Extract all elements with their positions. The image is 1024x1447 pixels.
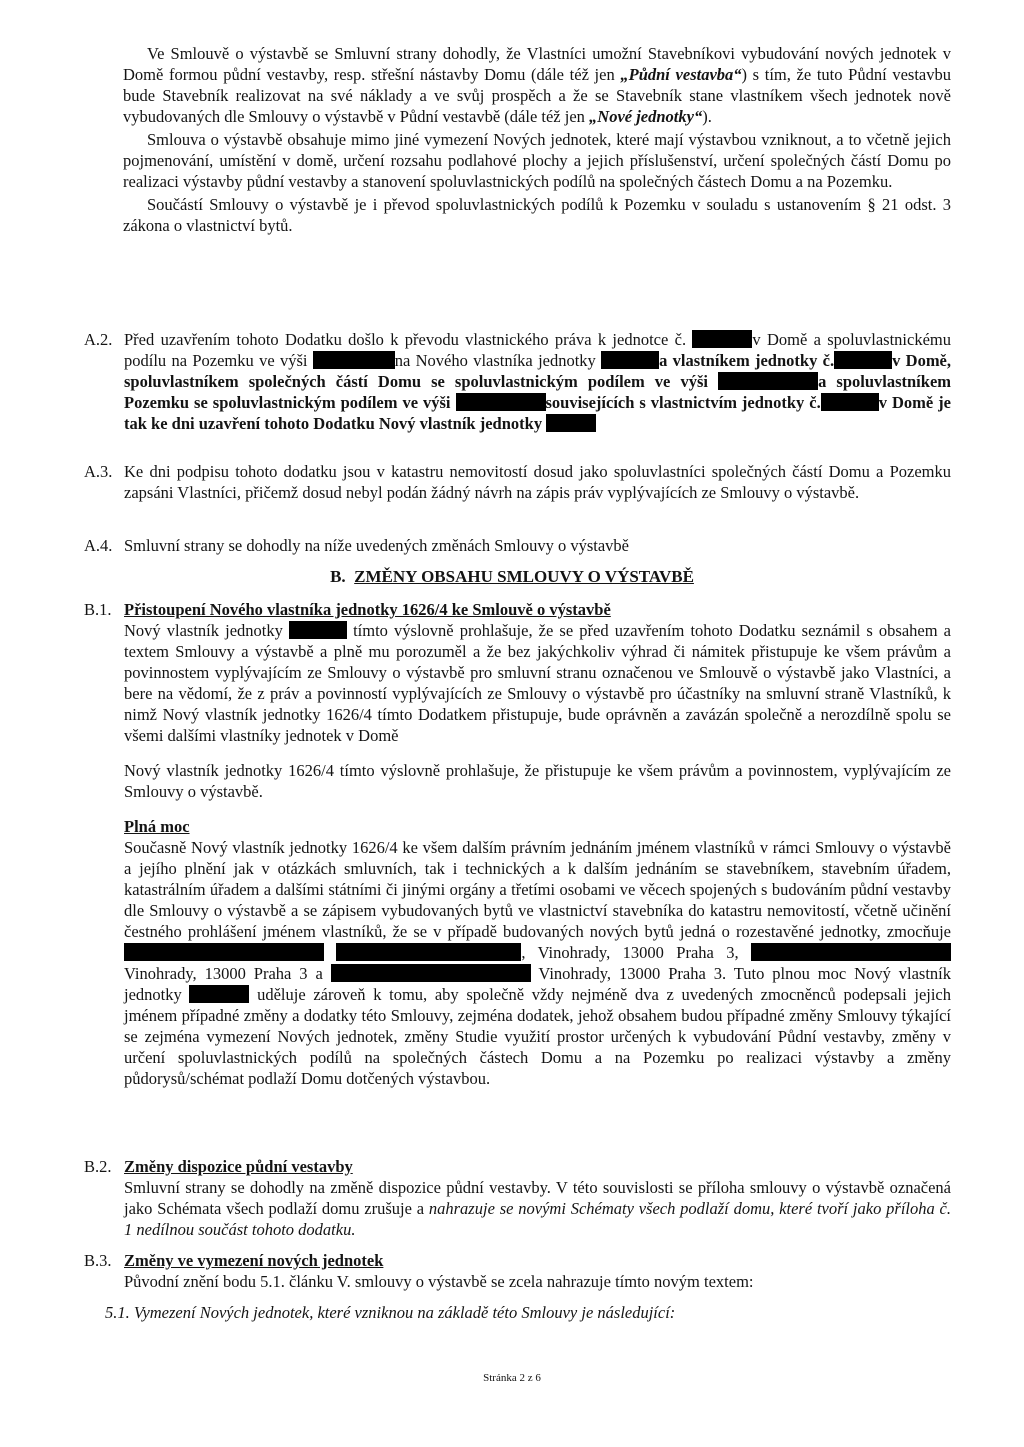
clause-b1-heading: Přistoupení Nového vlastníka jednotky 1626/4 ke Smlouvě o výstavbě	[124, 600, 611, 619]
clause-b1	[84, 599, 951, 1089]
clause-number: B.2.	[84, 1157, 112, 1176]
clause-number: B.3.	[84, 1251, 112, 1270]
page-footer: Stránka 2 z 6	[483, 1372, 541, 1384]
intro-paragraph-2: Smlouva o výstavbě obsahuje mimo jiné vymezení Nových jednotek, které mají výstavbou vzniknout, a to včetně jejich pojmenování, umístění v domě, určení rozsahu podlahové plochy a jejich příslušenství, určení společných částí Domu po realizaci výstavby půdní vestavby a stanovení spoluvlastnických podílů na společných částech Domu a na Pozemku.	[123, 130, 951, 191]
clause-a3-text: Ke dni podpisu tohoto dodatku jsou v katastru nemovitostí dosud jako spoluvlastníci společných částí Domu a Pozemku zapsáni Vlastníci, přičemž dosud nebyl podán žádný návrh na zápis práv vyplývajících ze Smlouvy o výstavbě.	[124, 462, 951, 502]
clause-b2	[84, 1156, 951, 1240]
redaction-block	[336, 943, 521, 961]
power-of-attorney-heading: Plná moc	[124, 817, 190, 836]
clause-b2-heading: Změny dispozice půdní vestavby	[124, 1157, 353, 1176]
clause-b1-paragraph-1: Nový vlastník jednotky tímto výslovně prohlašuje, že se před uzavřením tohoto Dodatku seznámil s obsahem a textem Smlouvy a výstavbě a plně mu porozuměl a že bez jakýchkoliv výhrad či námitek přistupuje ke všem právům a povinnostem vyplývajícím ze Smlouvy o výstavbě pro smluvní stranu označenou ve Smlouvě o výstavbě jako Vlastníci, a bere na vědomí, že z práv a povinností vyplývajících ze Smlouvy o výstavbě pro účastníky na smluvní straně Vlastníků, k nimž Nový vlastník jednotky 1626/4 tímto Dodatkem přistupuje, bude oprávněn a zavázán společně a nerozdílně spolu se všemi dalšími vlastníky jednotek v Domě	[124, 621, 952, 745]
intro-paragraph-3: Součástí Smlouvy o výstavbě je i převod spoluvlastnických podílů k Pozemku v souladu s ustanovením § 21 odst. 3 zákona o vlastnictví bytů.	[123, 195, 951, 235]
clause-a2-text: Před uzavřením tohoto Dodatku došlo k převodu vlastnického práva k jednotce č. v Domě a spoluvlastnickému podílu na Pozemku ve výši na Nového vlastníka jednotky a vlastníkem jednotky č. v Domě, spoluvlastníkem společných částí Domu se spoluvlastnickým podílem ve výši a spoluvlastníkem Pozemku se spoluvlastnickým podílem ve výši souvisejících s vlastnictvím jednotky č. v Domě je tak ke dni uzavření tohoto Dodatku Nový vlastník jednotky	[124, 330, 952, 433]
redaction-block	[313, 351, 395, 369]
redaction-block	[751, 943, 951, 961]
redaction-block	[456, 393, 546, 411]
clause-b3-text: Původní znění bodu 5.1. článku V. smlouvy o výstavbě se zcela nahrazuje tímto novým textem:	[124, 1272, 754, 1291]
clause-number: A.3.	[84, 462, 113, 481]
clause-b3-heading: Změny ve vymezení nových jednotek	[124, 1251, 384, 1270]
clause-number: B.1.	[84, 600, 112, 619]
section-b-title: B. ZMĚNY OBSAHU SMLOUVY O VÝSTAVBĚ	[330, 567, 694, 586]
redaction-block	[834, 351, 892, 369]
clause-number: A.4.	[84, 536, 113, 555]
clause-5-1-item: 5.1. Vymezení Nových jednotek, které vzniknou na základě této Smlouvy je následující:	[105, 1303, 676, 1322]
redaction-block	[718, 372, 818, 390]
redaction-block	[289, 621, 347, 639]
redaction-block	[546, 414, 596, 432]
redaction-block	[601, 351, 659, 369]
clause-b1-paragraph-2: Nový vlastník jednotky 1626/4 tímto výslovně prohlašuje, že přistupuje ke všem právům a povinnostem, vyplývajícím ze Smlouvy o výstavbě.	[124, 761, 951, 801]
clause-a4-text: Smluvní strany se dohodly na níže uvedených změnách Smlouvy o výstavbě	[124, 536, 629, 555]
clause-number: A.2.	[84, 330, 113, 349]
clause-a2	[84, 329, 951, 434]
redaction-block	[821, 393, 879, 411]
clause-a4	[84, 535, 951, 556]
redaction-block	[331, 964, 531, 982]
clause-b1-paragraph-3: Současně Nový vlastník jednotky 1626/4 ke všem dalším právním jednáním jménem vlastníků v rámci Smlouvy o výstavbě a jejího plnění jak v otázkách smluvních, tak i technických a k dalším jednáním se stavebníkem, stavebním úřadem, katastrálním úřadem a dalšími státními či jinými orgány a třetími osobami ve věcech spojených s budováním půdní vestavby dle Smlouvy o výstavbě a se zápisem vybudovaných bytů ve vlastnictví stavebníka do katastru nemovitostí, včetně učinění čestného prohlášení jménem vlastníků, že se v případě budovaných nových bytů jedná o rozestavěné jednotky, zmocňuje , Vinohrady, 13000 Praha 3, Vinohrady, 13000 Praha 3 a Vinohrady, 13000 Praha 3. Tuto plnou moc Nový vlastník jednotky uděluje zároveň k tomu, aby společně vždy nejméně dva z uvedených zmocněnců podepsali jejich jménem případné změny a dodatky této Smlouvy, zejména dodatek, jehož obsahem budou případné změny Smlouvy týkající se zejména vymezení Nových jednotek, změny Studie využití prostor určených k vybudování Půdní vestavby, změny v určení spoluvlastnických podílů na společných částech Domu a na Pozemku po realizaci výstavby a změny půdorysů/schémat podlaží Domu dotčených výstavbou.	[124, 838, 952, 1088]
redaction-block	[692, 330, 752, 348]
intro-section	[123, 43, 951, 236]
clause-a3	[84, 461, 951, 503]
redaction-block	[124, 943, 324, 961]
intro-paragraph-1: Ve Smlouvě o výstavbě se Smluvní strany dohodly, že Vlastníci umožní Stavebníkovi vybudování nových jednotek v Domě formou půdní vestavby, resp. střešní nástavby Domu (dále též jen „Půdní vestavba“) s tím, že tuto Půdní vestavbu bude Stavebník realizovat na své náklady a ve svůj prospěch a že se Stavebník stane vlastníkem všech jednotek nově vybudovaných dle Smlouvy o výstavbě v Půdní vestavbě (dále též jen „Nové jednotky“).	[123, 44, 951, 126]
clause-b3	[84, 1250, 951, 1292]
clause-b2-text: Smluvní strany se dohodly na změně dispozice půdní vestavby. V této souvislosti se příloha smlouvy o výstavbě označená jako Schémata všech podlaží domu zrušuje a nahrazuje se novými Schématy všech podlaží domu, které tvoří jako příloha č. 1 nedílnou součást tohoto dodatku.	[124, 1178, 951, 1239]
redaction-block	[189, 985, 249, 1003]
